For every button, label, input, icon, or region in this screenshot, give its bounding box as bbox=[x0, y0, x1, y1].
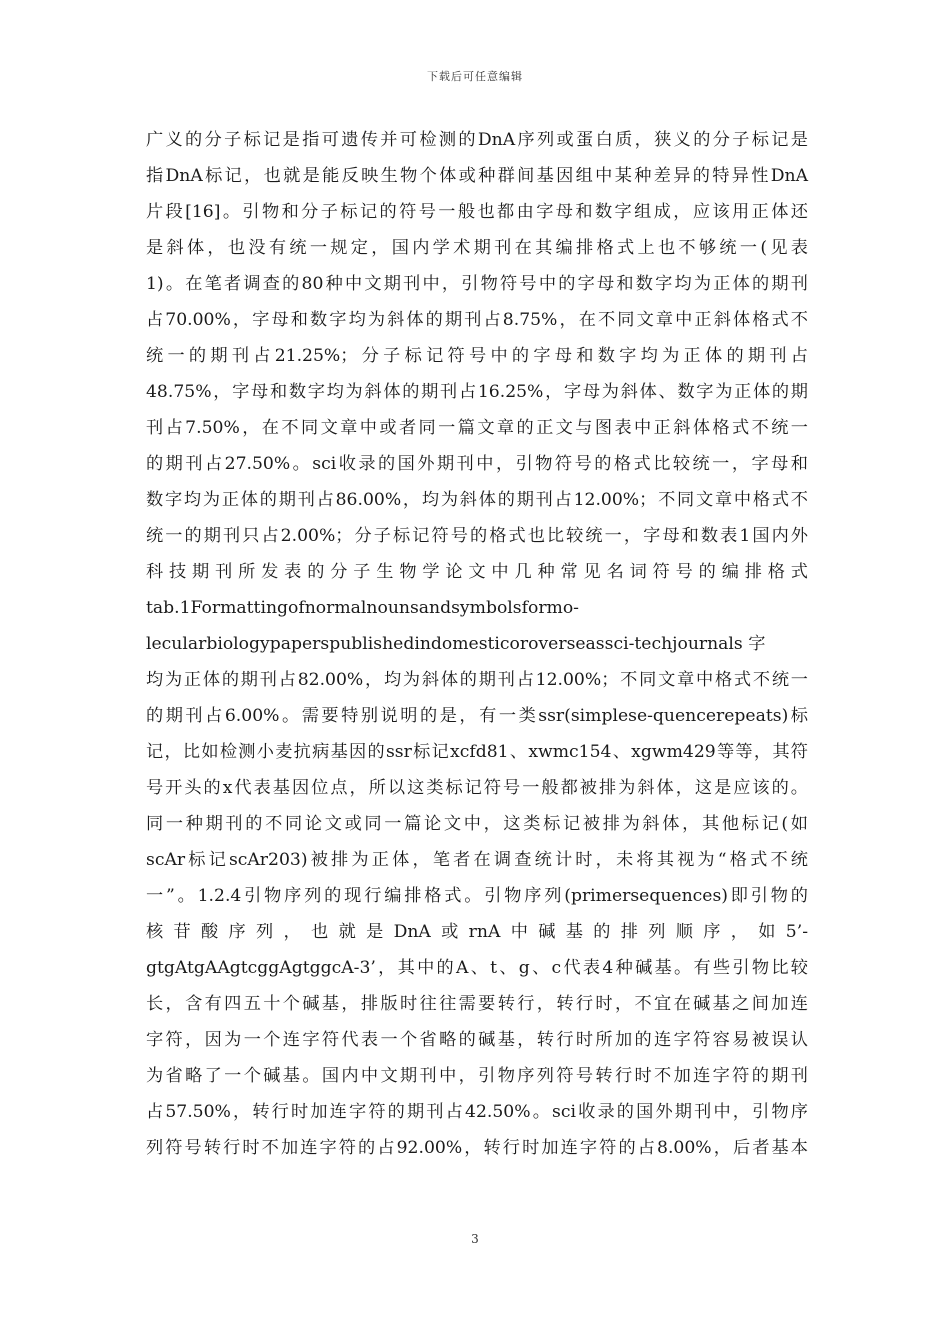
body-text bbox=[146, 122, 808, 1166]
text-line: 片段[16]。引物和分子标记的符号一般也都由字母和数字组成，应该用正体还 bbox=[146, 202, 808, 222]
text-line: 字符，因为一个连字符代表一个省略的碱基，转行时所加的连字符容易被误认 bbox=[146, 1030, 808, 1050]
text-line: 广义的分子标记是指可遗传并可检测的DnA序列或蛋白质，狭义的分子标记是 bbox=[146, 130, 808, 150]
text-line: 为省略了一个碱基。国内中文期刊中，引物序列符号转行时不加连字符的期刊 bbox=[146, 1066, 808, 1086]
text-line: tab.1Formattingofnormalnounsandsymbolsformo- bbox=[146, 598, 579, 618]
text-line: 长，含有四五十个碱基，排版时往往需要转行，转行时，不宜在碱基之间加连 bbox=[146, 994, 808, 1014]
text-line: 一”。1.2.4引物序列的现行编排格式。引物序列(primersequences)即引物的 bbox=[146, 886, 808, 906]
text-line: 记，比如检测小麦抗病基因的ssr标记xcfd81、xwmc154、xgwm429等等，其符 bbox=[146, 742, 808, 762]
text-line: 科技期刊所发表的分子生物学论文中几种常见名词符号的编排格式 bbox=[146, 562, 808, 582]
text-line: gtgAtgAAgtcggAgtggcA-3’，其中的A、t、g、c代表4种碱基。有些引物比较 bbox=[146, 958, 808, 978]
text-line: 1)。在笔者调查的80种中文期刊中，引物符号中的字母和数字均为正体的期刊 bbox=[146, 274, 808, 294]
text-line: 同一种期刊的不同论文或同一篇论文中，这类标记被排为斜体，其他标记(如 bbox=[146, 814, 808, 834]
text-line: 统一的期刊占21.25%；分子标记符号中的字母和数字均为正体的期刊占 bbox=[146, 346, 808, 366]
text-line: 占70.00%，字母和数字均为斜体的期刊占8.75%，在不同文章中正斜体格式不 bbox=[146, 310, 808, 330]
text-line: lecularbiologypaperspublishedindomesticoroverseassci-techjournals 字 bbox=[146, 634, 766, 654]
page-number: 3 bbox=[471, 1232, 479, 1246]
page-header: 下载后可任意编辑 bbox=[427, 70, 523, 83]
text-line: 均为正体的期刊占82.00%，均为斜体的期刊占12.00%；不同文章中格式不统一 bbox=[146, 670, 808, 690]
text-line: 号开头的x代表基因位点，所以这类标记符号一般都被排为斜体，这是应该的。 bbox=[146, 778, 808, 798]
text-line: 的期刊占6.00%。需要特别说明的是，有一类ssr(simplese-quencerepeats)标 bbox=[146, 706, 808, 726]
text-line: 48.75%，字母和数字均为斜体的期刊占16.25%，字母为斜体、数字为正体的期 bbox=[146, 382, 808, 402]
text-line: 是斜体，也没有统一规定，国内学术期刊在其编排格式上也不够统一(见表 bbox=[146, 238, 808, 258]
text-line: 核苷酸序列，也就是DnA或rnA中碱基的排列顺序，如5’- bbox=[146, 922, 808, 942]
text-line: 数字均为正体的期刊占86.00%，均为斜体的期刊占12.00%；不同文章中格式不 bbox=[146, 490, 808, 510]
text-line: 指DnA标记，也就是能反映生物个体或种群间基因组中某种差异的特异性DnA bbox=[146, 166, 808, 186]
text-line: 刊占7.50%，在不同文章中或者同一篇文章的正文与图表中正斜体格式不统一 bbox=[146, 418, 808, 438]
text-line: 的期刊占27.50%。sci收录的国外期刊中，引物符号的格式比较统一，字母和 bbox=[146, 454, 808, 474]
text-line: 占57.50%，转行时加连字符的期刊占42.50%。sci收录的国外期刊中，引物序 bbox=[146, 1102, 808, 1122]
text-line: 统一的期刊只占2.00%；分子标记符号的格式也比较统一，字母和数表1国内外 bbox=[146, 526, 808, 546]
text-line: 列符号转行时不加连字符的占92.00%，转行时加连字符的占8.00%，后者基本 bbox=[146, 1138, 808, 1158]
text-line: scAr标记scAr203)被排为正体，笔者在调查统计时，未将其视为“格式不统 bbox=[146, 850, 808, 870]
